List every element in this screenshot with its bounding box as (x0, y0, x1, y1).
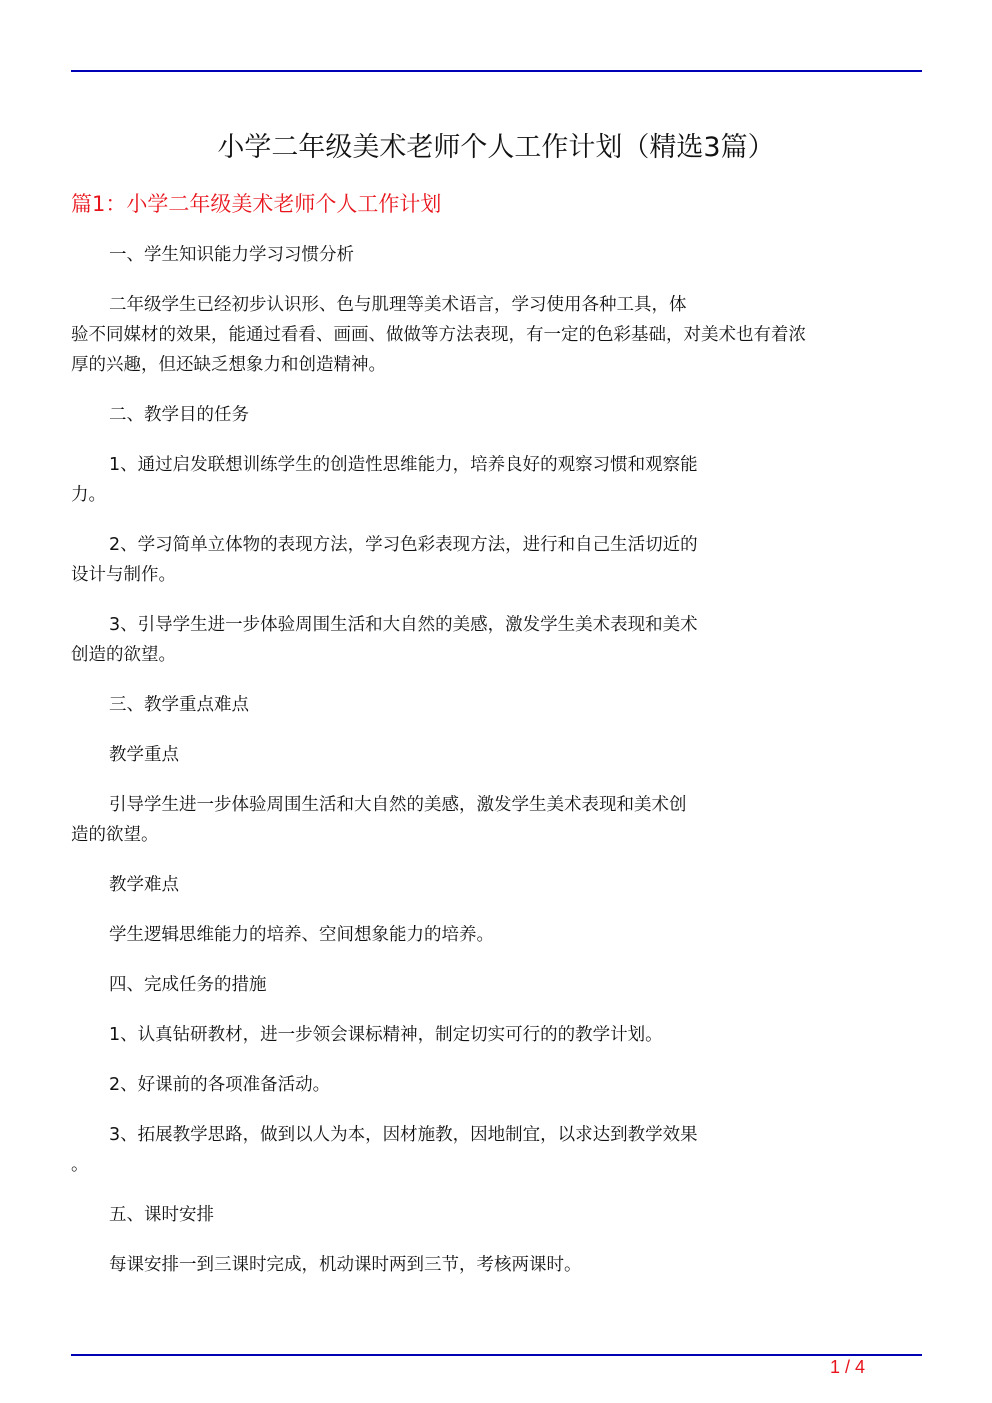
paragraph-line: 3、引导学生进一步体验周围生活和大自然的美感，激发学生美术表现和美术 (109, 615, 698, 635)
paragraph (71, 1120, 921, 1180)
paragraph (71, 400, 921, 430)
paragraph (71, 1200, 921, 1230)
page-number: 1 / 4 (830, 1357, 866, 1377)
paragraph-line: 力。 (71, 485, 106, 505)
paragraph (71, 690, 921, 720)
paragraph-line: 教学难点 (109, 875, 179, 895)
paragraph (71, 240, 921, 270)
document-title: 小学二年级美术老师个人工作计划（精选3篇） (217, 132, 775, 163)
paragraph-line: 1、通过启发联想训练学生的创造性思维能力，培养良好的观察习惯和观察能 (109, 455, 698, 475)
paragraph-line: 教学重点 (109, 745, 179, 765)
paragraph (71, 740, 921, 770)
paragraph (71, 1250, 921, 1280)
paragraph (71, 920, 921, 950)
paragraph (71, 450, 921, 510)
paragraph-line: 1、认真钻研教材，进一步领会课标精神，制定切实可行的的教学计划。 (109, 1025, 663, 1045)
paragraph (71, 530, 921, 590)
paragraph-line: 三、教学重点难点 (109, 695, 249, 715)
paragraph (71, 610, 921, 670)
paragraph-line: 厚的兴趣，但还缺乏想象力和创造精神。 (71, 355, 386, 375)
section-heading: 篇1：小学二年级美术老师个人工作计划 (71, 192, 442, 216)
paragraph-line: 五、课时安排 (109, 1205, 214, 1225)
paragraph-line: 引导学生进一步体验周围生活和大自然的美感，激发学生美术表现和美术创 (109, 795, 687, 815)
paragraph-line: 设计与制作。 (71, 565, 176, 585)
paragraph (71, 870, 921, 900)
footer-rule (71, 1354, 922, 1356)
paragraph (71, 790, 921, 850)
paragraph-line: 2、学习简单立体物的表现方法，学习色彩表现方法，进行和自己生活切近的 (109, 535, 698, 555)
paragraph-line: 2、好课前的各项准备活动。 (109, 1075, 331, 1095)
paragraph-line: 造的欲望。 (71, 825, 159, 845)
paragraph (71, 970, 921, 1000)
paragraph-line: 每课安排一到三课时完成，机动课时两到三节，考核两课时。 (109, 1255, 582, 1275)
paragraph-line: 验不同媒材的效果，能通过看看、画画、做做等方法表现，有一定的色彩基础，对美术也有着浓 (71, 325, 806, 345)
paragraph (71, 1020, 921, 1050)
paragraph-line: 二年级学生已经初步认识形、色与肌理等美术语言，学习使用各种工具，体 (109, 295, 687, 315)
header-rule (71, 70, 922, 72)
paragraph-line: 四、完成任务的措施 (109, 975, 267, 995)
paragraph-line: 3、拓展教学思路，做到以人为本，因材施教，因地制宜，以求达到教学效果 (109, 1125, 698, 1145)
paragraph-line: 学生逻辑思维能力的培养、空间想象能力的培养。 (109, 925, 494, 945)
paragraph-line: 创造的欲望。 (71, 645, 176, 665)
paragraph (71, 1070, 921, 1100)
paragraph (71, 290, 921, 380)
paragraph-line: 一、学生知识能力学习习惯分析 (109, 245, 354, 265)
paragraph-line: 二、教学目的任务 (109, 405, 249, 425)
paragraph-line: 。 (71, 1155, 89, 1175)
